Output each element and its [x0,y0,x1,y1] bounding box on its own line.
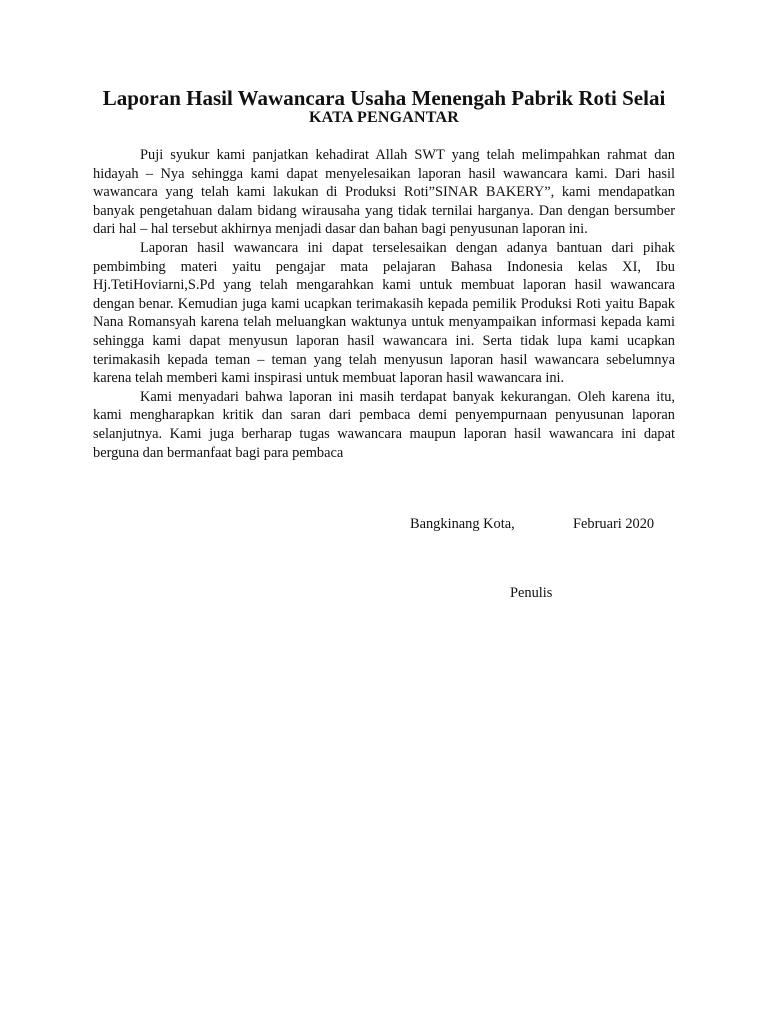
signature-date: Februari 2020 [573,516,655,532]
signature-place: Bangkinang Kota, [410,516,515,532]
document-title: Laporan Hasil Wawancara Usaha Menengah Pabrik Roti Selai [102,86,666,110]
paragraph-3: Kami menyadari bahwa laporan ini masih terdapat banyak kekurangan. Oleh karena itu, kami mengharapkan kritik dan saran dari pembaca demi penyempurnaan penyusunan laporan selanjutnya. Kami juga berharap tugas wawancara maupun laporan hasil wawancara ini dapat berguna dan bermanfaat bagi para pembaca [93,388,675,461]
paragraph-1: Puji syukur kami panjatkan kehadirat Allah SWT yang telah melimpahkan rahmat dan hidayah – Nya sehingga kami dapat menyelesaikan laporan hasil wawancara kami. Dari hasil wawancara yang telah kami lakukan di Produksi Roti”SINAR BAKERY”, kami mendapatkan banyak pengetahuan dalam bidang wirausaha yang tidak ternilai harganya. Dan dengan bersumber dari hal – hal tersebut akhirnya menjadi dasar dan bahan bagi penyusunan laporan ini. [93,147,675,238]
document-body [93,146,675,462]
section-heading: KATA PENGANTAR [309,109,459,126]
signature-author: Penulis [510,585,553,601]
paragraph-2: Laporan hasil wawancara ini dapat terselesaikan dengan adanya bantuan dari pihak pembimbing materi yaitu pengajar mata pelajaran Bahasa Indonesia kelas XI, Ibu Hj.TetiHoviarni,S.Pd yang telah mengarahkan kami untuk membuat laporan hasil wawancara dengan benar. Kemudian juga kami ucapkan terimakasih kepada pemilik Produksi Roti yaitu Bapak Nana Romansyah karena telah meluangkan waktunya untuk menyampaikan informasi kepada kami sehingga kami dapat menyusun laporan hasil wawancara ini. Serta tidak lupa kami ucapkan terimakasih kepada teman – teman yang telah menyusun laporan hasil wawancara sebelumnya karena telah memberi kami inspirasi untuk membuat laporan hasil wawancara ini. [93,239,675,387]
